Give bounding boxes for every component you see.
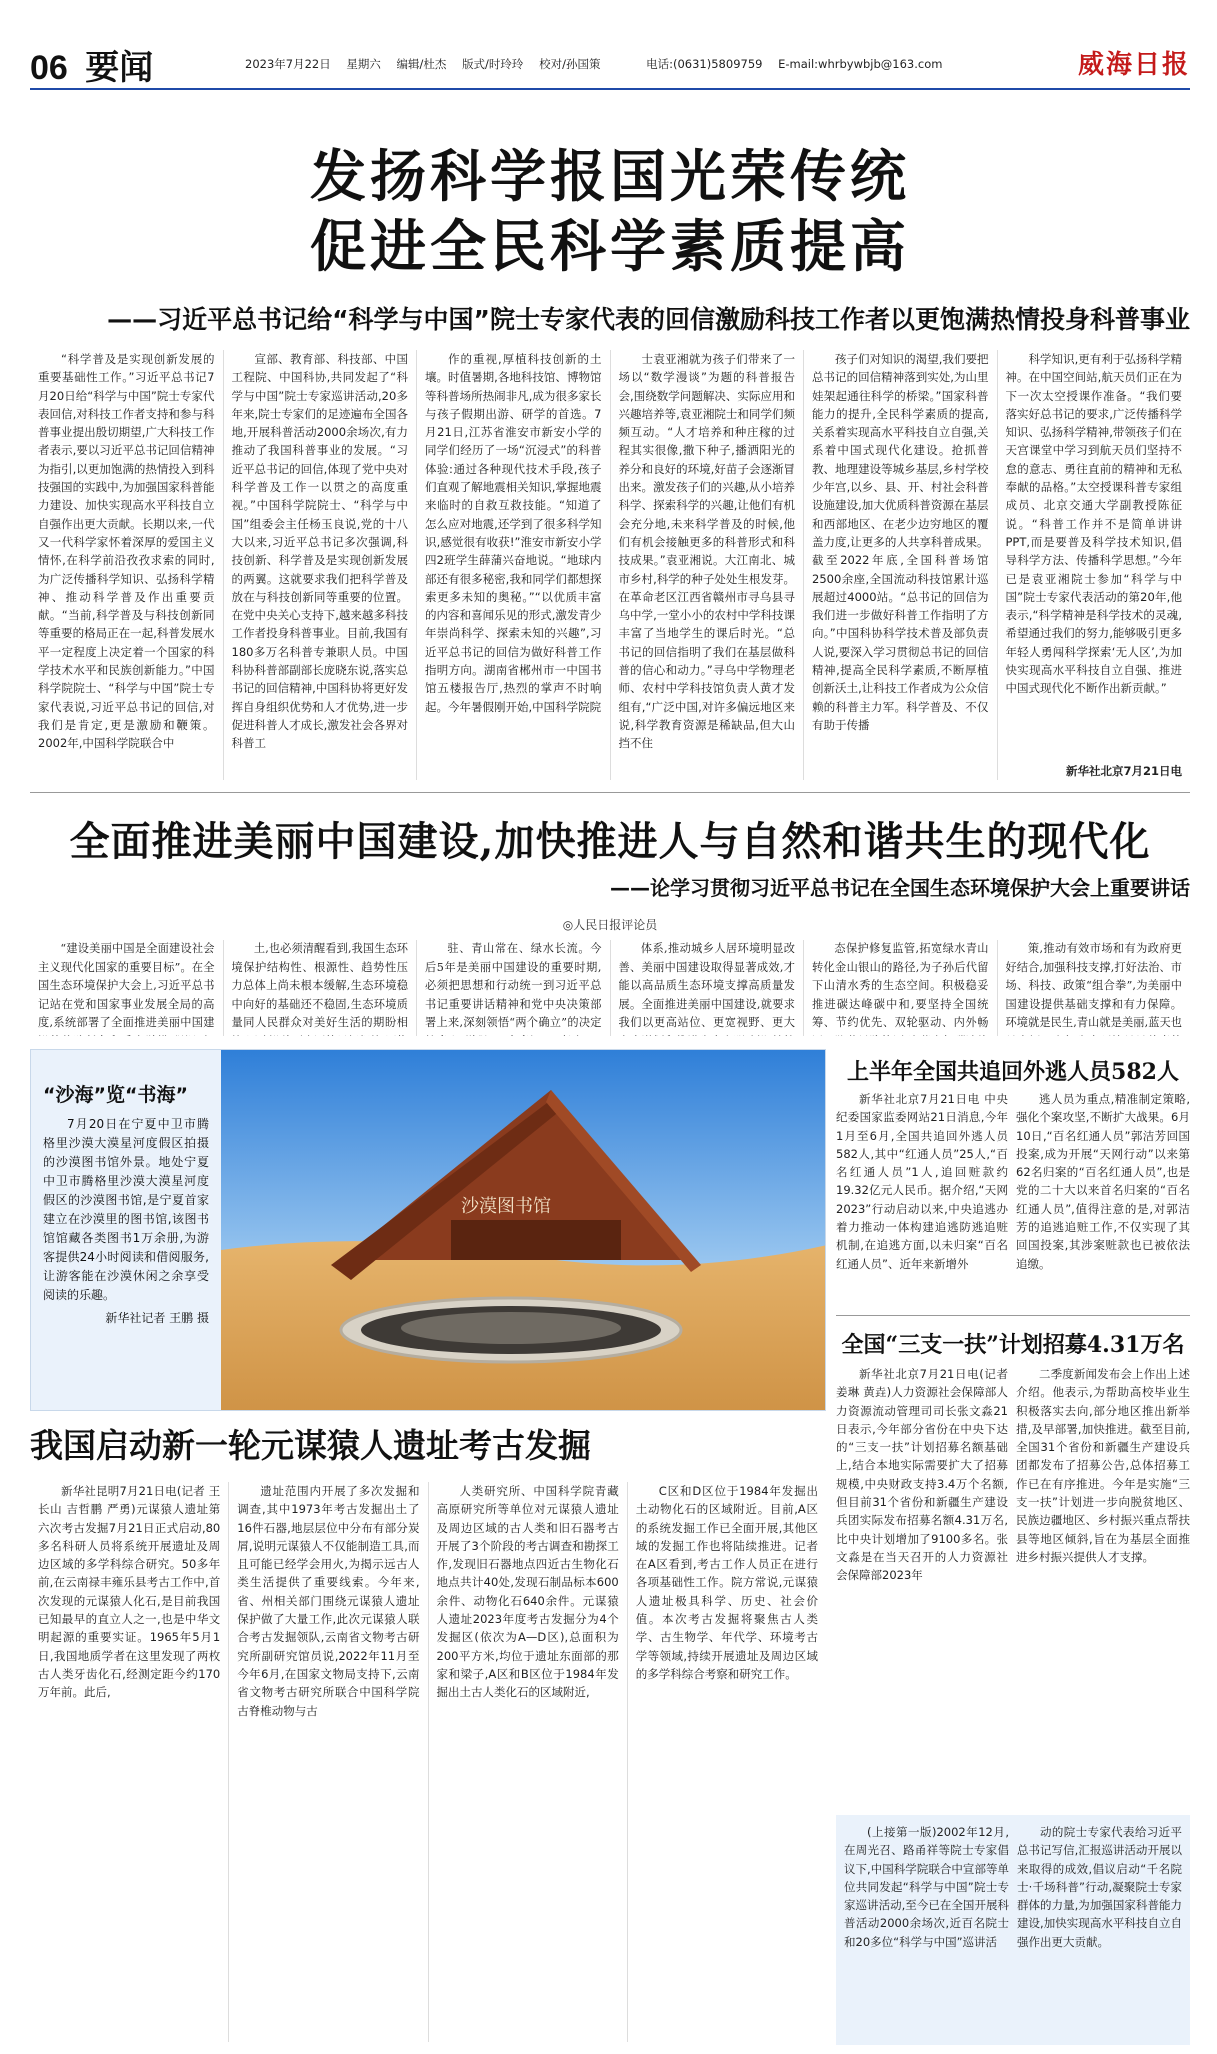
second-subtitle: ——论学习贯彻习近平总书记在全国生态环境保护大会上重要讲话 — [610, 876, 1190, 900]
lead-col-5: 孩子们对知识的渴望,我们要把总书记的回信精神落到实处,为山里娃架起通往科学的桥梁。”国家科普能力的提升,全民科学素质的提高,关系着实现高水平科技自立自强,关系着中国式现代化建设。抢抓普教、地理建设等城乡基层,乡村学校少年宫,以乡、县、开、村社会科普设施建设,加大优质科普资源在基层和西部地区、在老少边穷地区的覆盖力度,让更多的人共享科普成果。截至2022年底,全国科普场馆2500余座,全国流动科技馆累计巡展超过4000站。“总书记的回信为我们进一步做好科普工作指明了方向。”中国科协科学技术普及部负责人说,要深入学习贯彻总书记的回信精神,提高全民科学素质,不断厚植创新沃土,让科技工作者成为公众信赖的科普主力军。科学普及、不仅有助于传播 — [804, 350, 998, 780]
second-col-5: 态保护修复监管,拓宽绿水青山转化金山银山的路径,为子孙后代留下山清水秀的生态空间。积极稳妥推进碳达峰碳中和,要坚持全国统筹、节约优先、双轮驱动、内外畅 — [804, 940, 998, 1036]
sanzhi-title: 全国“三支一扶”计划招募4.31万名 — [841, 1332, 1185, 1358]
divider — [836, 1315, 1190, 1316]
archaeology-col-3: 人类研究所、中国科学院青藏高原研究所等单位对元谋猿人遗址及周边区域的古人类和旧石器考古开展了3个阶段的考古调查和勘探工作,发现旧石器地点四近古生物化石地点共计40处,发现石制品标本600余件、动物化石640余件。元谋猿人遗址2023年度考古发掘分为4个发掘区(依次为A—D区),总面积为200平方米,均位于遗址东面部的那家和梁子,A区和B区位于1984年发掘出土古人类化石的区域附近, — [429, 1482, 628, 2042]
proofreader: 校对/孙国策 — [539, 57, 601, 71]
second-byline: ◎人民日报评论员 — [562, 918, 658, 932]
lead-col-4: 士袁亚湘就为孩子们带来了一场以“数学漫谈”为题的科普报告会,围绕数学问题解决、实际应用和兴趣培养等,袁亚湘院士和同学们频频互动。“人才培养和种庄稼的过程其实很像,撒下种子,播洒阳光的养分和良好的环境,好苗子会逐渐冒出来。激发孩子们的兴趣,从小培养科学、探索科学的兴趣,让他们有机会充分地,未来科学普及的时候,他们有机会接触更多的科普形式和科技成果。”袁亚湘说。大江南北、城市乡村,科学的种子处处生根发芽。在革命老区江西省赣州市寻乌县寻乌中学,一堂小小的农村中学科技课丰富了当地学生的课后时光。“总书记的回信指明了我们在基层做科普的信心和动力。”寻乌中学物理老师、农村中学科技馆负责人黄才发组有,“广泛中国,对许多偏远地区来说,科学教育资源是稀缺品,但大山挡不住 — [611, 350, 805, 780]
photo-caption-text: 7月20日在宁夏中卫市腾格里沙漠大漠星河度假区拍摄的沙漠图书馆外景。地处宁夏中卫市腾格里沙漠大漠星河度假区的沙漠图书馆,是宁夏首家建立在沙漠里的图书馆,该图书馆馆藏各类图书1万余册,为游客提供24小时阅读和借阅服务,让游客能在沙漠休闲之余享受阅读的乐趣。 — [43, 1117, 209, 1302]
issue-date: 2023年7月22日 — [245, 57, 331, 71]
layout-editor: 版式/时玲玲 — [462, 57, 524, 71]
desert-library-photo — [221, 1050, 826, 1411]
second-col-2: 土,也必须清醒看到,我国生态环境保护结构性、根源性、趋势性压力总体上尚未根本缓解,生态环境稳中向好的基础还不稳固,生态环境质量同人民群众对美好生活的期盼相 — [224, 940, 418, 1036]
lead-col-1: “科学普及是实现创新发展的重要基础性工作。”习近平总书记7月20日给“科学与中国”院士专家代表回信,对科技工作者支持和参与科普事业提出殷切期望,广大科技工作者表示,要以习近平总书记回信精神为指引,以更加饱满的热情投入到科技强国的实践中,为加强国家科普能力建设、加快实现高水平科技自立自强作出更大贡献。长期以来,一代又一代科学家怀着深厚的爱国主义情怀,在科学前沿孜孜求索的同时,为广泛传播科学知识、弘扬科学精神、推动科学普及作出重要贡献。“当前,科学普及与科技创新同等重要的格局正在一起,科普发展水平一定程度上决定着一个国家的科学技术水平和民族创新能力。”中国科学院院士、“科学与中国”院士专家代表说,习近平总书记的回信,对我们是肯定,更是激励和鞭策。2002年,中国科学院联合中 — [30, 350, 224, 780]
lead-signature: 新华社北京7月21日电 — [1066, 762, 1182, 780]
library-sign: 沙漠图书馆 — [461, 1196, 551, 1217]
second-col-1: “建设美丽中国是全面建设社会主义现代化国家的重要目标”。在全国生态环境保护大会上,习近平总书记站在党和国家事业发展全局的高度,系统部署了全面推进美丽中国建 — [30, 940, 224, 1036]
header-meta — [245, 56, 954, 72]
continuation-col-2: 动的院士专家代表给习近平总书记写信,汇报巡讲活动开展以来取得的成效,倡议启动“千名院士·千场科普”行动,凝聚院士专家群体的力量,为加强国家科普能力建设,加快实现高水平科技自立自强作出更大贡献。 — [1017, 1825, 1182, 1949]
divider — [30, 792, 1190, 793]
sanzhi-col-2: 二季度新闻发布会上作出上述介绍。他表示,为帮助高校毕业生积极落实去向,部分地区推出新举措,及早部署,加快推进。截至目前,全国31个省份和新疆生产建设兵团都发布了招募公告,总体招募工作已在有序推进。今年是实施“三支一扶”计划进一步向脱贫地区、民族边疆地区、乡村振兴重点帮扶县等地区倾斜,旨在为基层全面推进乡村振兴提供人才支撑。 — [1016, 1367, 1190, 1564]
archaeology-col-2: 遗址范围内开展了多次发掘和调查,其中1973年考古发掘出土了16件石器,地层层位中分布有部分炭屑,说明元谋猿人不仅能制造工具,而且可能已经学会用火,为揭示远古人类生活提供了重要线索。今年来,省、州相关部门围绕元谋猿人遗址保护做了大量工作,此次元谋猿人联合考古发掘领队,云南省文物考古研究所副研究馆员说,2022年11月至今年6月,在国家文物局支持下,云南省文物考古研究所联合中国科学院古脊椎动物与古 — [229, 1482, 428, 2042]
lead-col-6: 科学知识,更有利于弘扬科学精神。在中国空间站,航天员们正在为下一次太空授课作准备。“我们要落实好总书记的要求,广泛传播科学知识、弘扬科学精神,带领孩子们在天宫课堂中学习到航天员们坚持不怠的意志、勇往直前的精神和无私奉献的品格。”太空授课科普专家组成员、北京交通大学副教授陈征说。“科普工作并不是简单讲讲PPT,而是要普及科学技术知识,倡导科学方法、传播科学思想。”今年已是袁亚湘院士参加“科学与中国”院士专家代表活动的第20年,他表示,“科学精神是科学技术的灵魂,希望通过我们的努力,能够吸引更多年轻人勇闯科学探索‘无人区’,为加快实现高水平科技自立自强、推进中国式现代化不断作出新贡献。” 新华社北京7月21日电 — [998, 350, 1191, 780]
photo-caption-title: “沙海”览“书海” — [43, 1084, 188, 1106]
email: E-mail:whrbywbjb@163.com — [778, 57, 943, 71]
photo-feature — [30, 1049, 826, 1411]
sanzhi-col-1: 新华社北京7月21日电(记者 姜琳 黄垚)人力资源社会保障部人力资源流动管理司司长张文淼21日表示,今年部分省份在中央下达的“三支一扶”计划招募名额基础上,结合本地实际需要扩大了招募规模,中央财政支持3.4万个名额,但目前31个省份和新疆生产建设兵团实际发布招募名额4.31万名,比中央计划增加了9100多名。张文淼是在当天召开的人力资源社会保障部2023年 — [836, 1367, 1008, 1583]
page-header — [30, 40, 1190, 90]
archaeology-col-4: C区和D区位于1984年发掘出土动物化石的区域附近。目前,A区的系统发掘工作已全面开展,其他区域的发掘工作也将陆续推进。记者在A区看到,考古工作人员正在进行各项基础性工作。院方常说,元谋猿人遗址极具科学、历史、社会价值。本次考古发掘将聚焦古人类学、古生物学、年代学、环境考古学等领域,持续开展遗址及周边区域的多学科综合考察和研究工作。 — [635, 1484, 818, 1681]
desert-library-image — [221, 1050, 826, 1411]
fugitives-col-2: 逃人员为重点,精准制定策略,强化个案攻坚,不断扩大战果。6月10日,“百名红通人员”郭洁芳回国投案,成为开展“天网行动”以来第62名归案的“百名红通人员”,也是党的二十大以来首名归案的“百名红通人员”,值得注意的是,对郭洁芳的追逃追赃工作,不仅实现了其回国投案,其涉案赃款也已被依法追缴。 — [1016, 1092, 1190, 1271]
fugitives-col-1: 新华社北京7月21日电 中央纪委国家监委网站21日消息,今年1月至6月,全国共追回外逃人员582人,其中“红通人员”25人,“百名红通人员”1人,追回赃款约19.32亿元人民币。据介绍,“天网2023”行动启动以来,中央追逃办着力推动一体构建追逃防逃追赃机制,在追逃方面,以未归案“百名红通人员”、近年来新增外 — [836, 1092, 1008, 1271]
second-title: 全面推进美丽中国建设,加快推进人与自然和谐共生的现代化 — [69, 818, 1151, 865]
archaeology-body — [30, 1482, 826, 2042]
lead-title-line2: 促进全民科学素质提高 — [310, 214, 910, 280]
masthead-logo: 威海日报 — [1077, 50, 1190, 80]
second-col-4: 体系,推动城乡人居环境明显改善、美丽中国建设取得显著成效,才能以高品质生态环境支撑高质量发展。全面推进美丽中国建设,就要求我们以更高站位、更宽视野、更大 — [611, 940, 805, 1036]
weekday: 星期六 — [346, 57, 381, 71]
lead-col-2: 宣部、教育部、科技部、中国工程院、中国科协,共同发起了“科学与中国”院士专家巡讲活动,20多年来,院士专家们的足迹遍布全国各地,开展科普活动2000余场次,有力推动了我国科普事业的发展。“习近平总书记的回信,体现了党中央对科学普及工作一以贯之的高度重视。”中国科学院院士、“科学与中国”组委会主任杨玉良说,党的十八大以来,习近平总书记多次强调,科技创新、科学普及是实现创新发展的两翼。这就要求我们把科学普及放在与科技创新同等重要的位置。在党中央关心支持下,越来越多科技工作者投身科普事业。目前,我国有180多万名科普专兼职人员。中国科协科普部副部长庞晓东说,落实总书记的回信精神,中国科协将更好发挥自身组织优势和人才优势,进一步促进科普人才成长,激发社会各界对科普工 — [224, 350, 418, 780]
lead-subtitle: ——习近平总书记给“科学与中国”院士专家代表的回信激励科技工作者以更饱满热情投身科普事业 — [107, 305, 1190, 334]
lead-article-body — [30, 350, 1190, 780]
photo-credit: 新华社记者 王鹏 摄 — [105, 1311, 209, 1325]
archaeology-col-1: 新华社昆明7月21日电(记者 王长山 吉哲鹏 严勇)元谋猿人遗址第六次考古发掘7月21日正式启动,80多名科研人员将系统开展遗址及周边区域的多学科综合研究。50多年前,在云南禄丰雍乐县考古工作中,首次发现的元谋猿人化石,是目前我国已知最早的直立人之一,也是中华文明起源的重要实证。1965年5月1日,我国地质学者在这里发现了两枚古人类牙齿化石,经测定距今约170万年前。此后, — [30, 1482, 229, 2042]
archaeology-title: 我国启动新一轮元谋猿人遗址考古发掘 — [30, 1426, 591, 1465]
continuation-box — [836, 1815, 1190, 2045]
continuation-col-1: (上接第一版)2002年12月,在周光召、路甬祥等院士专家倡议下,中国科学院联合中宣部等单位共同发起“科学与中国”院士专家巡讲活动,至今已在全国开展科普活动2000余场次,近百名院士和20多位“科学与中国”巡讲活 — [844, 1825, 1009, 1949]
second-col-6: 策,推动有效市场和有为政府更好结合,加强科技支撑,打好法治、市场、科技、政策“组合拳”,为美丽中国建设提供基础支撑和有力保障。环境就是民生,青山就是美丽,蓝天也 — [1005, 942, 1182, 1030]
page-number: 06 要闻 — [30, 49, 154, 87]
second-article-columns-full — [30, 940, 1190, 1036]
phone: 电话:(0631)5809759 — [646, 57, 763, 71]
photo-caption — [31, 1050, 221, 1411]
second-col-3: 驻、青山常在、绿水长流。今后5年是美丽中国建设的重要时期,必须把思想和行动统一到习近平总书记重要讲话精神和党中央决策部署上来,深刻领悟“两个确立”的决定 — [417, 940, 611, 1036]
editor: 编辑/杜杰 — [396, 57, 447, 71]
lead-col-3: 作的重视,厚植科技创新的土壤。时值暑期,各地科技馆、博物馆等科普场所热闹非凡,成为很多家长与孩子假期出游、研学的首选。7月21日,江苏省淮安市新安小学的同学们经历了一场“沉浸式”的科普体验:通过各种现代技术手段,孩子们直观了解地震相关知识,掌握地震来临时的自救互救技能。“知道了怎么应对地震,还学到了很多科学知识,感觉很有收获!”淮安市新安小学四2班学生薛蒲兴奋地说。“地球内部还有很多秘密,我和同学们都想探索更多未知的奥秘。”“以优质丰富的内容和喜闻乐见的形式,激发青少年崇尚科学、探索未知的兴趣”,习近平总书记的回信为做好科普工作指明方向。湖南省郴州市一中国书馆五楼报告厅,热烈的掌声不时响起。今年暑假刚开始,中国科学院院 — [417, 350, 611, 780]
lead-title-line1: 发扬科学报国光荣传统 — [310, 144, 910, 210]
fugitives-title: 上半年全国共追回外逃人员582人 — [847, 1059, 1179, 1085]
